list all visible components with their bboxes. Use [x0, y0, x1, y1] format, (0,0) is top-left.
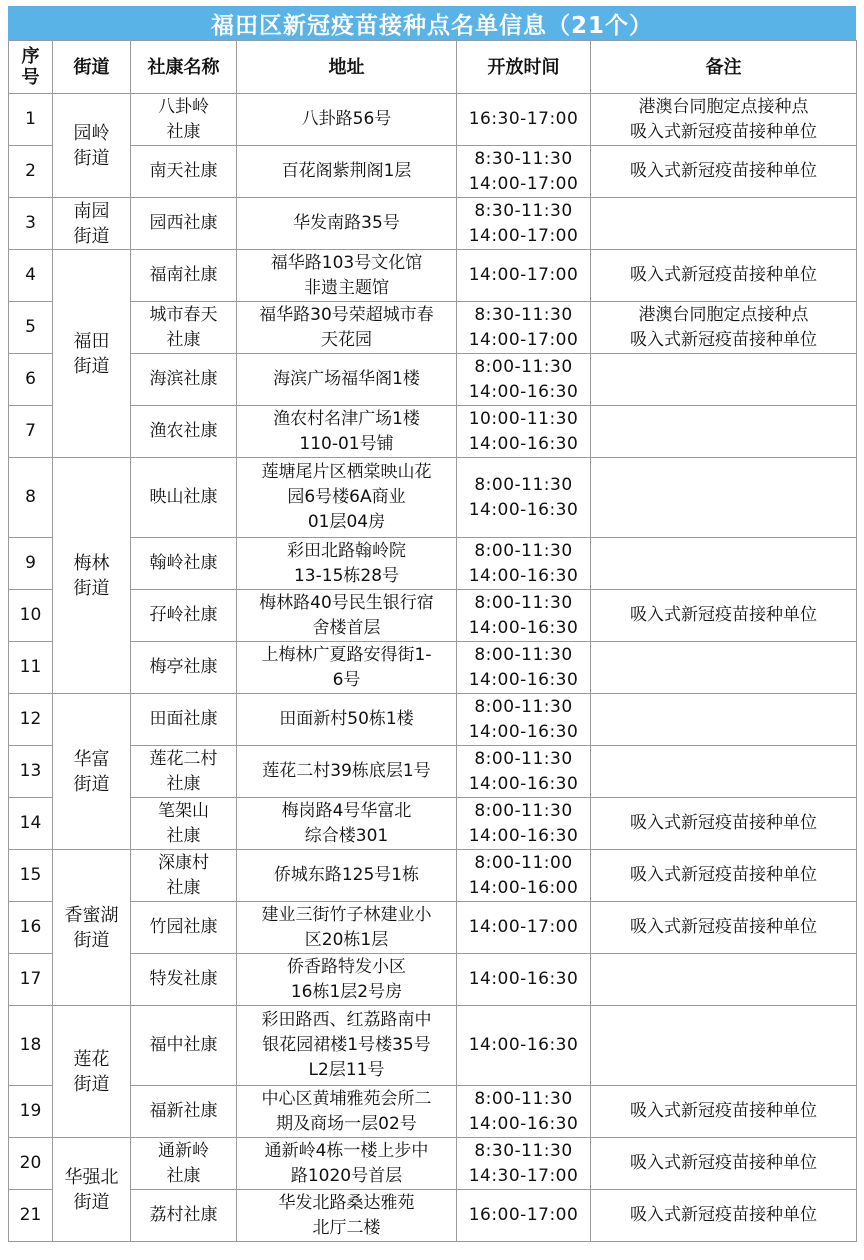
table-row — [9, 406, 857, 458]
opening-hours: 16:00-17:00 — [457, 1190, 591, 1242]
table-row — [9, 458, 857, 538]
opening-hours: 14:00-16:30 — [457, 1006, 591, 1086]
row-number: 18 — [9, 1006, 53, 1086]
clinic-address: 海滨广场福华阁1楼 — [237, 354, 457, 406]
table-body — [9, 94, 857, 1242]
remark — [591, 1006, 857, 1086]
remark: 吸入式新冠疫苗接种单位 — [591, 1190, 857, 1242]
clinic-address: 建业三街竹子林建业小 区20栋1层 — [237, 902, 457, 954]
clinic-name: 渔农社康 — [131, 406, 237, 458]
remark: 港澳台同胞定点接种点 吸入式新冠疫苗接种单位 — [591, 302, 857, 354]
remark — [591, 642, 857, 694]
clinic-name: 福新社康 — [131, 1086, 237, 1138]
opening-hours: 8:00-11:30 14:00-16:30 — [457, 458, 591, 538]
clinic-address: 彩田北路翰岭院 13-15栋28号 — [237, 538, 457, 590]
clinic-name: 南天社康 — [131, 146, 237, 198]
row-number: 3 — [9, 198, 53, 250]
remark — [591, 746, 857, 798]
row-number: 21 — [9, 1190, 53, 1242]
clinic-name: 特发社康 — [131, 954, 237, 1006]
page-title: 福田区新冠疫苗接种点名单信息（21个） — [8, 6, 856, 40]
remark — [591, 954, 857, 1006]
street-cell: 园岭 街道 — [53, 94, 131, 198]
row-number: 6 — [9, 354, 53, 406]
opening-hours: 8:30-11:30 14:00-17:00 — [457, 146, 591, 198]
remark — [591, 406, 857, 458]
opening-hours: 8:00-11:30 14:00-16:30 — [457, 642, 591, 694]
opening-hours: 8:00-11:30 14:00-16:30 — [457, 694, 591, 746]
clinic-address: 侨香路特发小区 16栋1层2号房 — [237, 954, 457, 1006]
remark: 吸入式新冠疫苗接种单位 — [591, 850, 857, 902]
row-number: 14 — [9, 798, 53, 850]
table-row — [9, 146, 857, 198]
clinic-address: 百花阁紫荆阁1层 — [237, 146, 457, 198]
opening-hours: 10:00-11:30 14:00-16:30 — [457, 406, 591, 458]
row-number: 16 — [9, 902, 53, 954]
table-row — [9, 250, 857, 302]
remark — [591, 694, 857, 746]
remark — [591, 458, 857, 538]
header-name: 社康名称 — [131, 41, 237, 94]
row-number: 17 — [9, 954, 53, 1006]
clinic-name: 田面社康 — [131, 694, 237, 746]
table-row — [9, 694, 857, 746]
clinic-address: 梅岗路4号华富北 综合楼301 — [237, 798, 457, 850]
header-remark: 备注 — [591, 41, 857, 94]
opening-hours: 8:00-11:00 14:00-16:00 — [457, 850, 591, 902]
clinic-address: 福华路103号文化馆 非遗主题馆 — [237, 250, 457, 302]
table-row — [9, 798, 857, 850]
clinic-address: 莲花二村39栋底层1号 — [237, 746, 457, 798]
opening-hours: 14:00-17:00 — [457, 902, 591, 954]
opening-hours: 16:30-17:00 — [457, 94, 591, 146]
remark: 吸入式新冠疫苗接种单位 — [591, 146, 857, 198]
header-address: 地址 — [237, 41, 457, 94]
clinic-name: 莲花二村 社康 — [131, 746, 237, 798]
table-row — [9, 590, 857, 642]
clinic-name: 福南社康 — [131, 250, 237, 302]
clinic-name: 园西社康 — [131, 198, 237, 250]
header-time: 开放时间 — [457, 41, 591, 94]
opening-hours: 8:30-11:30 14:30-17:00 — [457, 1138, 591, 1190]
table-row — [9, 850, 857, 902]
clinic-address: 渔农村名津广场1楼 110-01号铺 — [237, 406, 457, 458]
opening-hours: 14:00-16:30 — [457, 954, 591, 1006]
vaccination-sites-table — [8, 40, 857, 1242]
clinic-name: 荔村社康 — [131, 1190, 237, 1242]
table-row — [9, 1190, 857, 1242]
clinic-name: 笔架山 社康 — [131, 798, 237, 850]
table-row — [9, 1086, 857, 1138]
header-no: 序 号 — [9, 41, 53, 94]
opening-hours: 8:30-11:30 14:00-17:00 — [457, 302, 591, 354]
table-row — [9, 198, 857, 250]
table-row — [9, 354, 857, 406]
row-number: 12 — [9, 694, 53, 746]
clinic-name: 八卦岭 社康 — [131, 94, 237, 146]
table-row — [9, 1006, 857, 1086]
table-row — [9, 1138, 857, 1190]
remark — [591, 538, 857, 590]
remark: 港澳台同胞定点接种点 吸入式新冠疫苗接种单位 — [591, 94, 857, 146]
clinic-address: 梅林路40号民生银行宿 舍楼首层 — [237, 590, 457, 642]
row-number: 1 — [9, 94, 53, 146]
opening-hours: 8:30-11:30 14:00-17:00 — [457, 198, 591, 250]
clinic-address: 华发北路桑达雅苑 北厅二楼 — [237, 1190, 457, 1242]
row-number: 19 — [9, 1086, 53, 1138]
clinic-address: 通新岭4栋一楼上步中 路1020号首层 — [237, 1138, 457, 1190]
street-cell: 莲花 街道 — [53, 1006, 131, 1138]
clinic-address: 田面新村50栋1楼 — [237, 694, 457, 746]
remark: 吸入式新冠疫苗接种单位 — [591, 902, 857, 954]
clinic-address: 侨城东路125号1栋 — [237, 850, 457, 902]
remark — [591, 354, 857, 406]
table-row — [9, 746, 857, 798]
clinic-name: 翰岭社康 — [131, 538, 237, 590]
opening-hours: 8:00-11:30 14:00-16:30 — [457, 746, 591, 798]
table-row — [9, 642, 857, 694]
row-number: 20 — [9, 1138, 53, 1190]
clinic-name: 深康村 社康 — [131, 850, 237, 902]
street-cell: 梅林 街道 — [53, 458, 131, 694]
opening-hours: 8:00-11:30 14:00-16:30 — [457, 1086, 591, 1138]
clinic-address: 八卦路56号 — [237, 94, 457, 146]
row-number: 8 — [9, 458, 53, 538]
remark — [591, 198, 857, 250]
table-header-row — [9, 41, 857, 94]
clinic-address: 彩田路西、红荔路南中 银花园裙楼1号楼35号 L2层11号 — [237, 1006, 457, 1086]
row-number: 9 — [9, 538, 53, 590]
clinic-address: 上梅林广夏路安得街1- 6号 — [237, 642, 457, 694]
table-row — [9, 538, 857, 590]
remark: 吸入式新冠疫苗接种单位 — [591, 798, 857, 850]
table-row — [9, 94, 857, 146]
street-cell: 华强北 街道 — [53, 1138, 131, 1242]
street-cell: 福田 街道 — [53, 250, 131, 458]
clinic-address: 莲塘尾片区栖棠映山花 园6号楼6A商业 01层04房 — [237, 458, 457, 538]
clinic-address: 中心区黄埔雅苑会所二 期及商场一层02号 — [237, 1086, 457, 1138]
row-number: 15 — [9, 850, 53, 902]
street-cell: 香蜜湖 街道 — [53, 850, 131, 1006]
opening-hours: 8:00-11:30 14:00-16:30 — [457, 538, 591, 590]
opening-hours: 14:00-17:00 — [457, 250, 591, 302]
remark: 吸入式新冠疫苗接种单位 — [591, 1138, 857, 1190]
clinic-name: 孖岭社康 — [131, 590, 237, 642]
clinic-name: 映山社康 — [131, 458, 237, 538]
clinic-address: 福华路30号荣超城市春 天花园 — [237, 302, 457, 354]
street-cell: 南园 街道 — [53, 198, 131, 250]
opening-hours: 8:00-11:30 14:00-16:30 — [457, 590, 591, 642]
row-number: 5 — [9, 302, 53, 354]
clinic-name: 竹园社康 — [131, 902, 237, 954]
clinic-address: 华发南路35号 — [237, 198, 457, 250]
table-row — [9, 302, 857, 354]
remark: 吸入式新冠疫苗接种单位 — [591, 1086, 857, 1138]
opening-hours: 8:00-11:30 14:00-16:30 — [457, 354, 591, 406]
clinic-name: 城市春天 社康 — [131, 302, 237, 354]
opening-hours: 8:00-11:30 14:00-16:30 — [457, 798, 591, 850]
row-number: 10 — [9, 590, 53, 642]
table-row — [9, 902, 857, 954]
row-number: 11 — [9, 642, 53, 694]
clinic-name: 通新岭 社康 — [131, 1138, 237, 1190]
clinic-name: 梅亭社康 — [131, 642, 237, 694]
clinic-name: 海滨社康 — [131, 354, 237, 406]
header-street: 街道 — [53, 41, 131, 94]
row-number: 13 — [9, 746, 53, 798]
street-cell: 华富 街道 — [53, 694, 131, 850]
row-number: 4 — [9, 250, 53, 302]
remark: 吸入式新冠疫苗接种单位 — [591, 590, 857, 642]
remark: 吸入式新冠疫苗接种单位 — [591, 250, 857, 302]
row-number: 7 — [9, 406, 53, 458]
table-row — [9, 954, 857, 1006]
row-number: 2 — [9, 146, 53, 198]
clinic-name: 福中社康 — [131, 1006, 237, 1086]
